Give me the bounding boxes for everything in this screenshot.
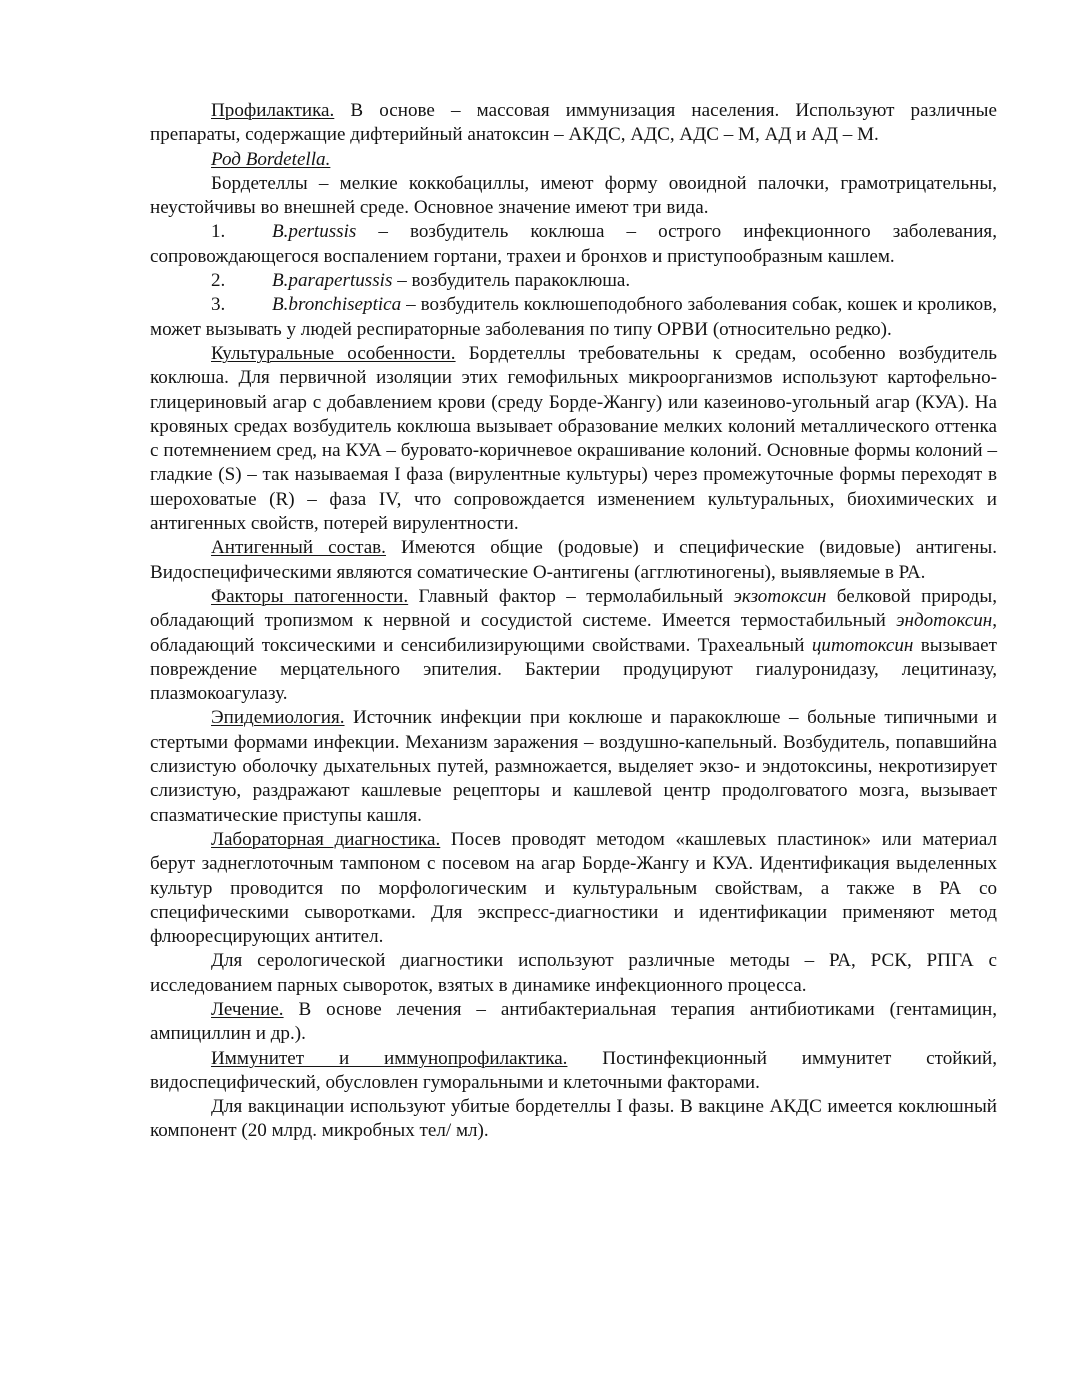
term-endotoxin: эндотоксин bbox=[896, 610, 993, 632]
list-item-text: – возбудитель паракоклюша. bbox=[392, 270, 631, 292]
list-item-text: – возбудитель коклюша – острого инфекционного заболевания, сопровождающегося воспалением гортани, трахеи и бронхов и приступообразным кашлем. bbox=[150, 221, 997, 267]
section-heading: Иммунитет и иммунопрофилактика. bbox=[211, 1047, 568, 1069]
paragraph-text: Бордетеллы – мелкие коккобациллы, имеют форму овоидной палочки, грамотрицательны, неустойчивы во внешней среде. Основное значение имеют три вида. bbox=[150, 172, 997, 219]
paragraph-text: Имеются общие (родовые) и специфические (видовые) антигены. Видоспецифическими являются соматические О-антигены (агглютиногены), выявляемые в РА. bbox=[150, 537, 997, 583]
paragraph-text: белковой природы, обладающий тропизмом к нервной и сосудистой системе. Имеется термостабильный bbox=[150, 585, 997, 632]
section-heading: Профилактика. bbox=[211, 100, 335, 121]
paragraph-text: В основе лечения – антибактериальная терапия антибиотиками (гентамицин, ампициллин и др.). bbox=[150, 998, 997, 1045]
document-page bbox=[150, 99, 997, 1144]
paragraph-text: Постинфекционный иммунитет стойкий, видоспецифический, обусловлен гуморальными и клеточными факторами. bbox=[150, 1047, 998, 1093]
section-heading: Факторы патогенности. bbox=[211, 585, 409, 607]
paragraph-vaccination bbox=[150, 1095, 997, 1144]
paragraph-text: Посев проводят методом «кашлевых пластинок» или материал берут заднеглоточным тампоном с посевом на агар Борде-Жангу и КУА. Идентификация выделенных культур проводится по морфологическим и культуральным свойствам, а также в РА со специфическими сыворотками. Для экспресс-диагностики и идентификации применяют метод флюоресцирующих антител. bbox=[150, 828, 997, 948]
list-item-text: – возбудитель коклюшеподобного заболевания собак, кошек и кроликов, может вызывать у людей респираторные заболевания по типу ОРВИ (относительно редко). bbox=[150, 294, 997, 340]
paragraph-text: Источник инфекции при коклюше и паракоклюше – больные типичными и стертыми формами инфекции. Механизм заражения – воздушно-капельный. Возбудитель, попавшийна слизистую оболочку дыхательных путей, размножается, выделяет экзо- и эндотоксины, некротизирует слизистую, раздражают кашлевые рецепторы и кашлевой центр продолговатого мозга, вызывает спазматические приступы кашля. bbox=[150, 707, 997, 826]
section-heading: Лечение. bbox=[211, 998, 284, 1020]
term-cytotoxin: цитотоксин bbox=[811, 634, 914, 656]
section-heading: Культуральные особенности. bbox=[211, 342, 456, 364]
paragraph-lab-diagnostics bbox=[150, 828, 997, 949]
genus-heading: Род Bordetella. bbox=[211, 148, 331, 170]
section-heading: Антигенный состав. bbox=[211, 537, 386, 559]
paragraph-text: Для серологической диагностики используют различные методы – РА, РСК, РПГА с исследованием парных сывороток, взятых в динамике инфекционного процесса. bbox=[150, 950, 997, 996]
paragraph-text: В основе – массовая иммунизация населения. Используют различные препараты, содержащие дифтерийный анатоксин – АКДС, АДС, АДС – М, АД и АД – М. bbox=[150, 100, 997, 146]
list-item-number: 1. bbox=[211, 221, 226, 243]
paragraph-serology bbox=[150, 949, 997, 998]
paragraph-pathogenicity-factors bbox=[150, 585, 997, 706]
paragraph-cultural-features bbox=[150, 342, 997, 536]
paragraph-text: , обладающий токсическими и сенсибилизирующими свойствами. Трахеальный bbox=[150, 610, 997, 656]
paragraph-epidemiology bbox=[150, 706, 997, 827]
paragraph-text: Главный фактор – термолабильный bbox=[408, 585, 734, 607]
term-exotoxin: экзотоксин bbox=[733, 585, 827, 607]
paragraph-bordetella-intro bbox=[150, 172, 997, 221]
section-heading: Эпидемиология. bbox=[211, 707, 345, 729]
species-name: B.pertussis bbox=[272, 221, 357, 243]
paragraph-treatment bbox=[150, 998, 997, 1047]
genus-heading-paragraph bbox=[150, 148, 997, 172]
list-item bbox=[150, 293, 997, 342]
species-name: B.parapertussis bbox=[272, 270, 393, 292]
section-heading: Лабораторная диагностика. bbox=[211, 828, 441, 850]
list-item bbox=[150, 220, 997, 269]
list-item bbox=[150, 269, 997, 293]
species-name: B.bronchiseptica bbox=[272, 294, 402, 316]
list-item-number: 2. bbox=[211, 270, 226, 292]
paragraph-text: вызывает повреждение мерцательного эпителия. Бактерии продуцируют гиалуронидазу, лецитиназу, плазмокоагулазу. bbox=[150, 634, 998, 705]
paragraph-antigenic-structure bbox=[150, 536, 997, 585]
paragraph-text: Для вакцинации используют убитые бордетеллы I фазы. В вакцине АКДС имеется коклюшный компонент (20 млрд. микробных тел/ мл). bbox=[150, 1096, 997, 1142]
paragraph-text: Бордетеллы требовательны к средам, особенно возбудитель коклюша. Для первичной изоляции этих гемофильных микроорганизмов используют картофельно-глицериновый агар с добавлением крови (среду Борде-Жангу) или казеиново-угольный агар (КУА). На кровяных средах возбудитель коклюша вызывает образование мелких колоний металлического оттенка с потемнением сред, на КУА – буровато-коричневое окрашивание колоний. Основные формы колоний – гладкие (S) – так называемая I фаза (вирулентные культуры) через промежуточные формы переходят в шероховатые (R) – фаза IV, что сопровождается изменением культуральных, биохимических и антигенных свойств, потерей вирулентности. bbox=[150, 342, 997, 535]
paragraph-immunity bbox=[150, 1047, 997, 1096]
list-item-number: 3. bbox=[211, 294, 226, 316]
paragraph-prophylaxis bbox=[150, 99, 997, 148]
